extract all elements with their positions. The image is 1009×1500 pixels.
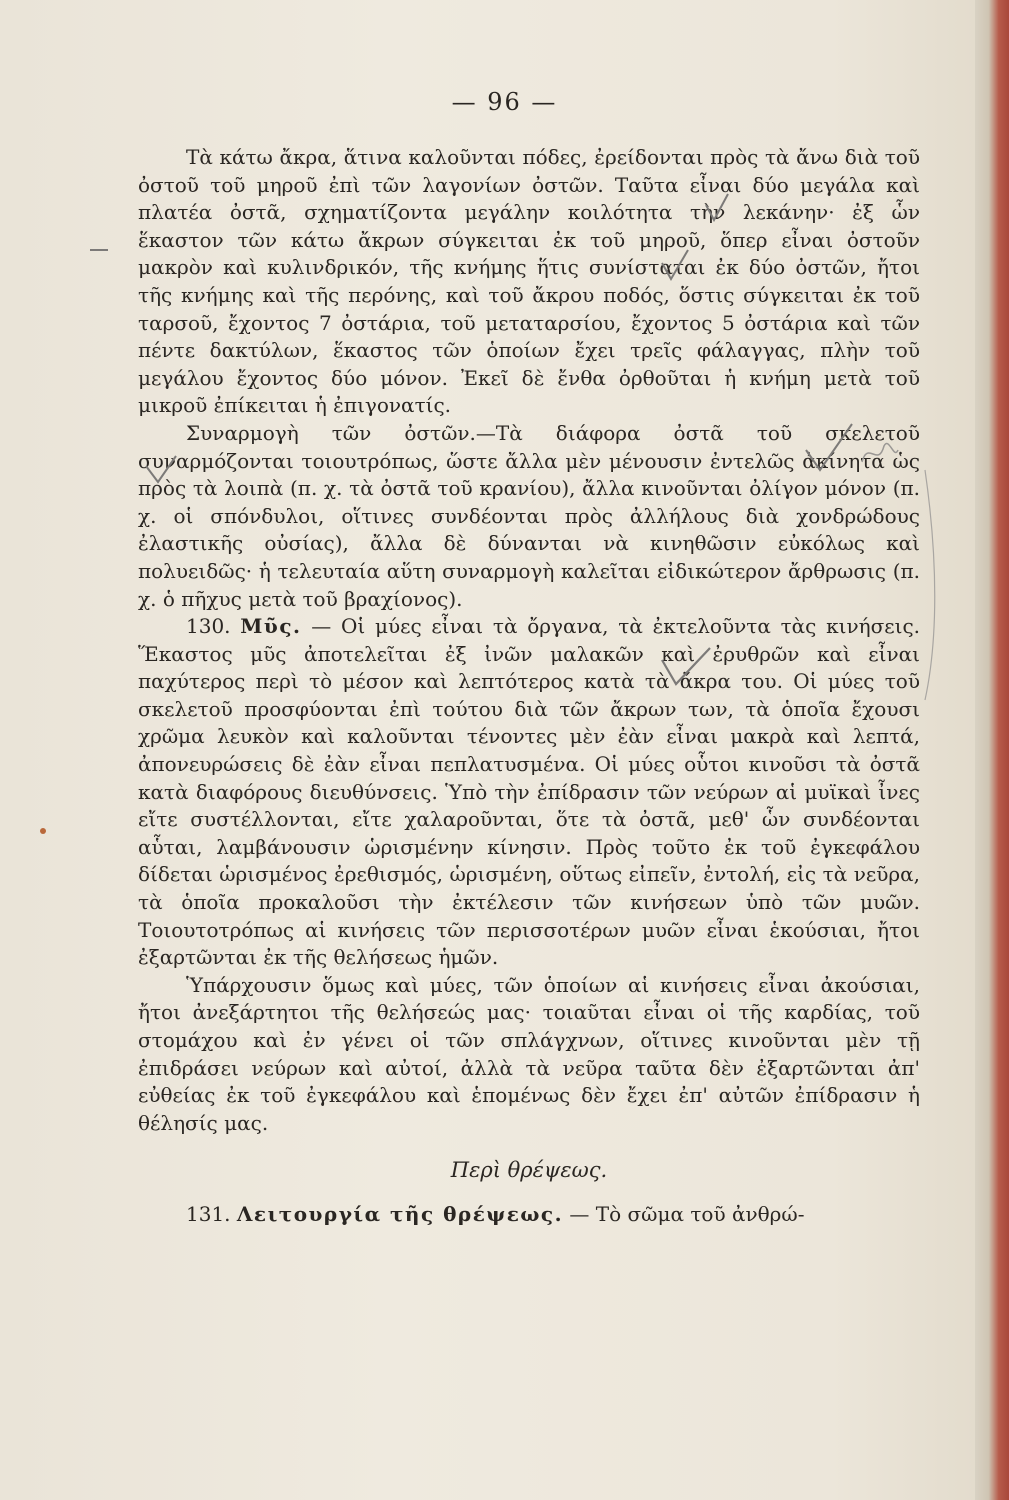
section-131-dash: — xyxy=(563,1201,596,1226)
section-heading-nutrition: Περὶ θρέψεως. xyxy=(450,1158,608,1183)
page-number: — 96 — xyxy=(451,88,558,116)
section-130-title: Μῦς. xyxy=(240,614,302,639)
body-text xyxy=(138,144,920,1229)
paragraph-bone-joints: Συναρμογὴ τῶν ὀστῶν.—Τὰ διάφορα ὀστᾶ τοῦ σκελετοῦ συναρμόζονται τοιουτρόπως, ὥστε ἄλλα μὲν μένουσιν ἐντελῶς ἀκίνητα ὡς πρὸς τὰ λοιπὰ (π. χ. τὰ ὀστᾶ τοῦ κρανίου), ἄλλα κινοῦνται ὀλίγον μόνον (π. χ. οἱ σπόνδυλοι, οἵτινες συνδέονται πρὸς ἀλλήλους διὰ χονδρώδους ἐλαστικῆς οὐσίας), ἄλλα δὲ δύνανται νὰ κινηθῶσιν εὐκόλως καὶ πολυειδῶς· ἡ τελευταία αὕτη συναρμογὴ καλεῖται εἰδικώτερον ἄρθρωσις (π. χ. ὁ πῆχυς μετὰ τοῦ βραχίονος). xyxy=(138,420,920,611)
page-edge xyxy=(975,0,1009,1500)
section-130 xyxy=(138,613,920,972)
section-130-dash: — xyxy=(301,614,341,639)
paragraph-nutrition-start: Τὸ σῶμα τοῦ ἀνθρώ- xyxy=(595,1201,805,1226)
section-131 xyxy=(138,1201,920,1229)
section-131-title: Λειτουργία τῆς θρέψεως. xyxy=(236,1201,564,1226)
section-130-number: 130. xyxy=(186,614,231,639)
paragraph-muscles: Οἱ μύες εἶναι τὰ ὄργανα, τὰ ἐκτελοῦντα τὰς κινήσεις. Ἕκαστος μῦς ἀποτελεῖται ἐξ ἰνῶν μαλακῶν καὶ ἐρυθρῶν καὶ εἶναι παχύτερος περὶ τὸ μέσον καὶ λεπτότερος κατὰ τὰ ἄκρα του. Οἱ μύες τοῦ σκελετοῦ προσφύονται ἐπὶ τούτου διὰ τῶν ἄκρων των, τὰ ὁποῖα ἔχουσι χρῶμα λευκὸν καὶ καλοῦνται τένοντες μὲν ἐὰν εἶναι μακρὰ καὶ λεπτά, ἀπονευρώσεις δὲ ἐὰν εἶναι πεπλατυσμένα. Οἱ μύες οὗτοι κινοῦσι τὰ ὀστᾶ κατὰ διαφόρους διευθύνσεις. Ὑπὸ τὴν ἐπίδρασιν τῶν νεύρων αἱ μυϊκαὶ ἶνες εἴτε συστέλλονται, εἴτε χαλαροῦνται, ὅτε τὰ ὀστᾶ, μεθ' ὧν συνδέονται αὗται, λαμβάνουσιν ὡρισμένην κίνησιν. Πρὸς τοῦτο ἐκ τοῦ ἐγκεφάλου δίδεται ὡρισμένος ἐρεθισμός, ὡρισμένη, οὕτως εἰπεῖν, ἐντολή, εἰς τὰ νεῦρα, τὰ ὁποῖα προκαλοῦσι τὴν ἐκτέλεσιν τῶν κινήσεων ὑπὸ τῶν μυῶν. Τοιουτοτρόπως αἱ κινήσεις τῶν περισσοτέρων μυῶν εἶναι ἑκούσιαι, ἤτοι ἐξαρτῶνται ἐκ τῆς θελήσεως ἡμῶν. xyxy=(138,614,921,970)
section-131-number: 131. xyxy=(186,1201,231,1226)
paragraph-involuntary-muscles: Ὑπάρχουσιν ὅμως καὶ μύες, τῶν ὁποίων αἱ κινήσεις εἶναι ἀκούσιαι, ἤτοι ἀνεξάρτητοι τῆς θελήσεώς μας· τοιαῦται εἶναι οἱ τῆς καρδίας, τοῦ στομάχου καὶ ἐν γένει οἱ τῶν σπλάγχνων, οἵτινες κινοῦνται μὲν τῇ ἐπιδράσει νεύρων καὶ αὐτοί, ἀλλὰ τὰ νεῦρα ταῦτα δὲν ἐξαρτῶνται ἀπ' εὐθείας ἐκ τοῦ ἐγκεφάλου καὶ ἑπομένως δὲν ἔχει ἐπ' αὐτῶν ἐπίδρασιν ἡ θέλησίς μας. xyxy=(138,972,920,1135)
ink-spot xyxy=(40,828,46,834)
paragraph-lower-limbs: Τὰ κάτω ἄκρα, ἅτινα καλοῦνται πόδες, ἐρείδονται πρὸς τὰ ἄνω διὰ τοῦ ὀστοῦ τοῦ μηροῦ ἐπὶ τῶν λαγονίων ὀστῶν. Ταῦτα εἶναι δύο μεγάλα καὶ πλατέα ὀστᾶ, σχηματίζοντα μεγάλην κοιλότητα τὴν λεκάνην· ἐξ ὧν ἕκαστον τῶν κάτω ἄκρων σύγκειται ἐκ τοῦ μηροῦ, ὅπερ εἶναι ὀστοῦν μακρὸν καὶ κυλινδρικόν, τῆς κνήμης ἥτις συνίσταται ἐκ δύο ὀστῶν, ἤτοι τῆς κνήμης καὶ τῆς περόνης, καὶ τοῦ ἄκρου ποδός, ὅστις σύγκειται ἐκ τοῦ ταρσοῦ, ἔχοντος 7 ὀστάρια, τοῦ μεταταρσίου, ἔχοντος 5 ὀστάρια καὶ τῶν πέντε δακτύλων, ἕκαστος τῶν ὁποίων ἔχει τρεῖς φάλαγγας, πλὴν τοῦ μεγάλου ἔχοντος δύο μόνον. Ἐκεῖ δὲ ἔνθα ὀρθοῦται ἡ κνήμη μετὰ τοῦ μικροῦ ἐπίκειται ἡ ἐπιγονατίς. xyxy=(138,145,920,418)
